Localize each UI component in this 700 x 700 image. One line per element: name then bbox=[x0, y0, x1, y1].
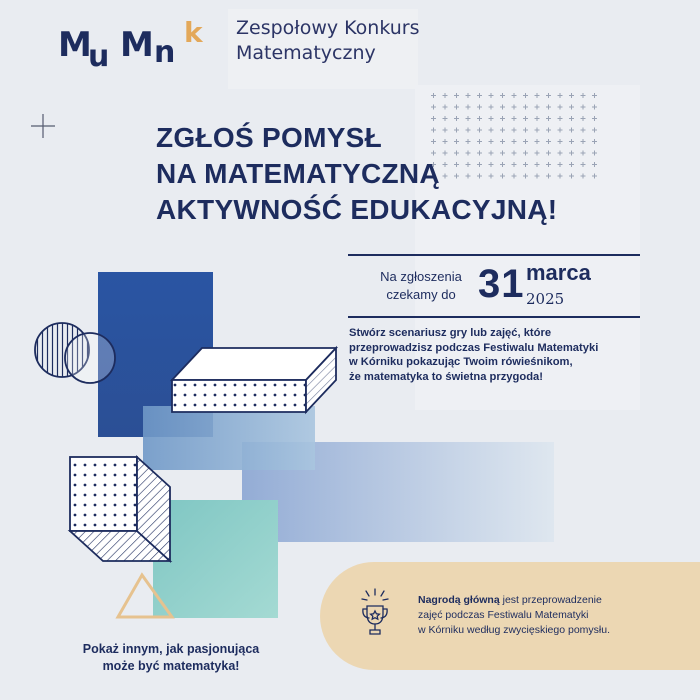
bottom-slogan-line2: może być matematyka! bbox=[102, 659, 240, 673]
description-line2: przeprowadzisz podczas Festiwalu Matematyki bbox=[349, 341, 599, 354]
description-line4: że matematyka to świetna przygoda! bbox=[349, 370, 543, 383]
deadline-label-line2: czekamy do bbox=[386, 287, 456, 302]
logo-letter-k: k bbox=[184, 18, 203, 49]
deadline-day: 31 bbox=[478, 262, 525, 306]
logo-subtitle-line2: Matematyczny bbox=[236, 42, 376, 64]
deadline-month: marca bbox=[526, 260, 591, 285]
trophy-icon bbox=[358, 586, 392, 646]
logo-subtitle bbox=[236, 16, 436, 66]
prize-line1: jest przeprowadzenie bbox=[499, 594, 602, 606]
plus-mark-icon bbox=[30, 113, 56, 139]
headline-line1: ZGŁOŚ POMYSŁ bbox=[156, 122, 383, 153]
deadline-box bbox=[348, 254, 640, 318]
logo-subtitle-line1: Zespołowy Konkurs bbox=[236, 17, 420, 39]
prize-line2: zajęć podczas Festiwalu Matematyki bbox=[418, 609, 589, 621]
mumok-logo bbox=[58, 18, 218, 74]
bottom-slogan bbox=[56, 641, 286, 675]
logo-letter-m1: M bbox=[58, 25, 92, 65]
bottom-slogan-line1: Pokaż innym, jak pasjonująca bbox=[82, 642, 260, 656]
headline-line3: AKTYWNOŚĆ EDUKACYJNĄ! bbox=[156, 194, 558, 225]
teal-square bbox=[153, 500, 278, 618]
mid-gradient-rectangle bbox=[143, 406, 315, 470]
logo-letter-u: u bbox=[88, 39, 110, 74]
headline bbox=[156, 120, 676, 228]
deadline-year: 2025 bbox=[526, 290, 565, 308]
description-line1: Stwórz scenariusz gry lub zajęć, które bbox=[349, 327, 552, 339]
prize-bold-label: Nagrodą główną bbox=[418, 594, 500, 606]
prize-line3: w Kórniku według zwycięskiego pomysłu. bbox=[418, 624, 610, 636]
prize-text bbox=[418, 593, 688, 638]
logo-letter-m2: M bbox=[120, 25, 154, 65]
deadline-label bbox=[366, 268, 476, 304]
outline-circle bbox=[65, 333, 115, 383]
deadline-label-line1: Na zgłoszenia bbox=[380, 269, 462, 284]
description-line3: w Kórniku pokazując Twoim rówieśnikom, bbox=[349, 356, 573, 368]
prize-panel bbox=[320, 562, 700, 670]
description bbox=[349, 326, 649, 384]
logo-letter-n: n bbox=[154, 35, 176, 70]
headline-line2: NA MATEMATYCZNĄ bbox=[156, 158, 440, 189]
